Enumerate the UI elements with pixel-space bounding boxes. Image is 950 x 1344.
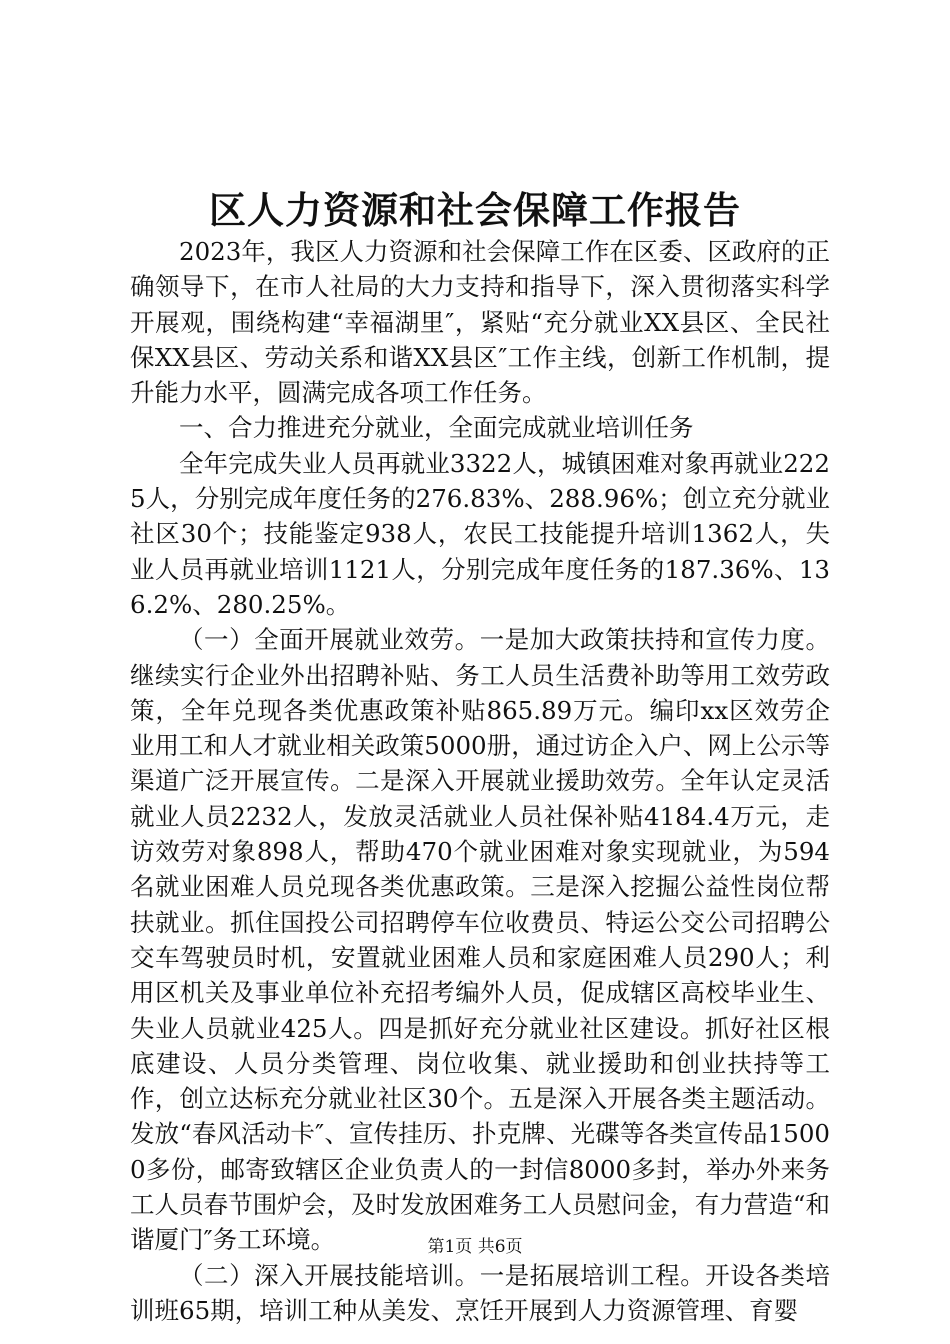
document-body <box>130 234 830 1328</box>
document-title: 区人力资源和社会保障工作报告 <box>209 188 741 232</box>
section-heading: 一、合力推进充分就业，全面完成就业培训任务 <box>179 413 694 443</box>
intro-paragraph: 2023年，我区人力资源和社会保障工作在区委、区政府的正确领导下，在市人社局的大力支持和指导下，深入贯彻落实科学开展观，围绕构建“幸福湖里″，紧贴“充分就业XX县区、全民社保XX县区、劳动关系和谐XX县区″工作主线，创新工作机制，提升能力水平，圆满完成各项工作任务。 <box>130 237 830 408</box>
skills-training-paragraph: （二）深入开展技能培训。一是拓展培训工程。开设各类培训班65期，培训工种从美发、烹饪开展到人力资源管理、育婴 <box>130 1260 830 1325</box>
summary-paragraph: 全年完成失业人员再就业3322人，城镇困难对象再就业2225人，分别完成年度任务的276.83%、288.96%；创立充分就业社区30个；技能鉴定938人，农民工技能提升培训1362人，失业人员再就业培训1121人，分别完成年度任务的187.36%、136.2%、280.25%。 <box>130 448 830 619</box>
page-footer: 第1页 共6页 <box>427 1237 523 1257</box>
employment-service-paragraph: （一）全面开展就业效劳。一是加大政策扶持和宣传力度。继续实行企业外出招聘补贴、务工人员生活费补助等用工效劳政策，全年兑现各类优惠政策补贴865.89万元。编印xx区效劳企业用工和人才就业相关政策5000册，通过访企入户、网上公示等渠道广泛开展宣传。二是深入开展就业援助效劳。全年认定灵活就业人员2232人，发放灵活就业人员社保补贴4184.4万元，走访效劳对象898人，帮助470个就业困难对象实现就业，为594名就业困难人员兑现各类优惠政策。三是深入挖掘公益性岗位帮扶就业。抓住国投公司招聘停车位收费员、特运公交公司招聘公交车驾驶员时机，安置就业困难人员和家庭困难人员290人；利用区机关及事业单位补充招考编外人员，促成辖区高校毕业生、失业人员就业425人。四是抓好充分就业社区建设。抓好社区根底建设、人员分类管理、岗位收集、就业援助和创业扶持等工作，创立达标充分就业社区30个。五是深入开展各类主题活动。发放“春风活动卡″、宣传挂历、扑克牌、光碟等各类宣传品15000多份，邮寄致辖区企业负责人的一封信8000多封，举办外来务工人员春节围炉会，及时发放困难务工人员慰问金，有力营造“和谐厦门″务工环境。 <box>130 625 830 1255</box>
